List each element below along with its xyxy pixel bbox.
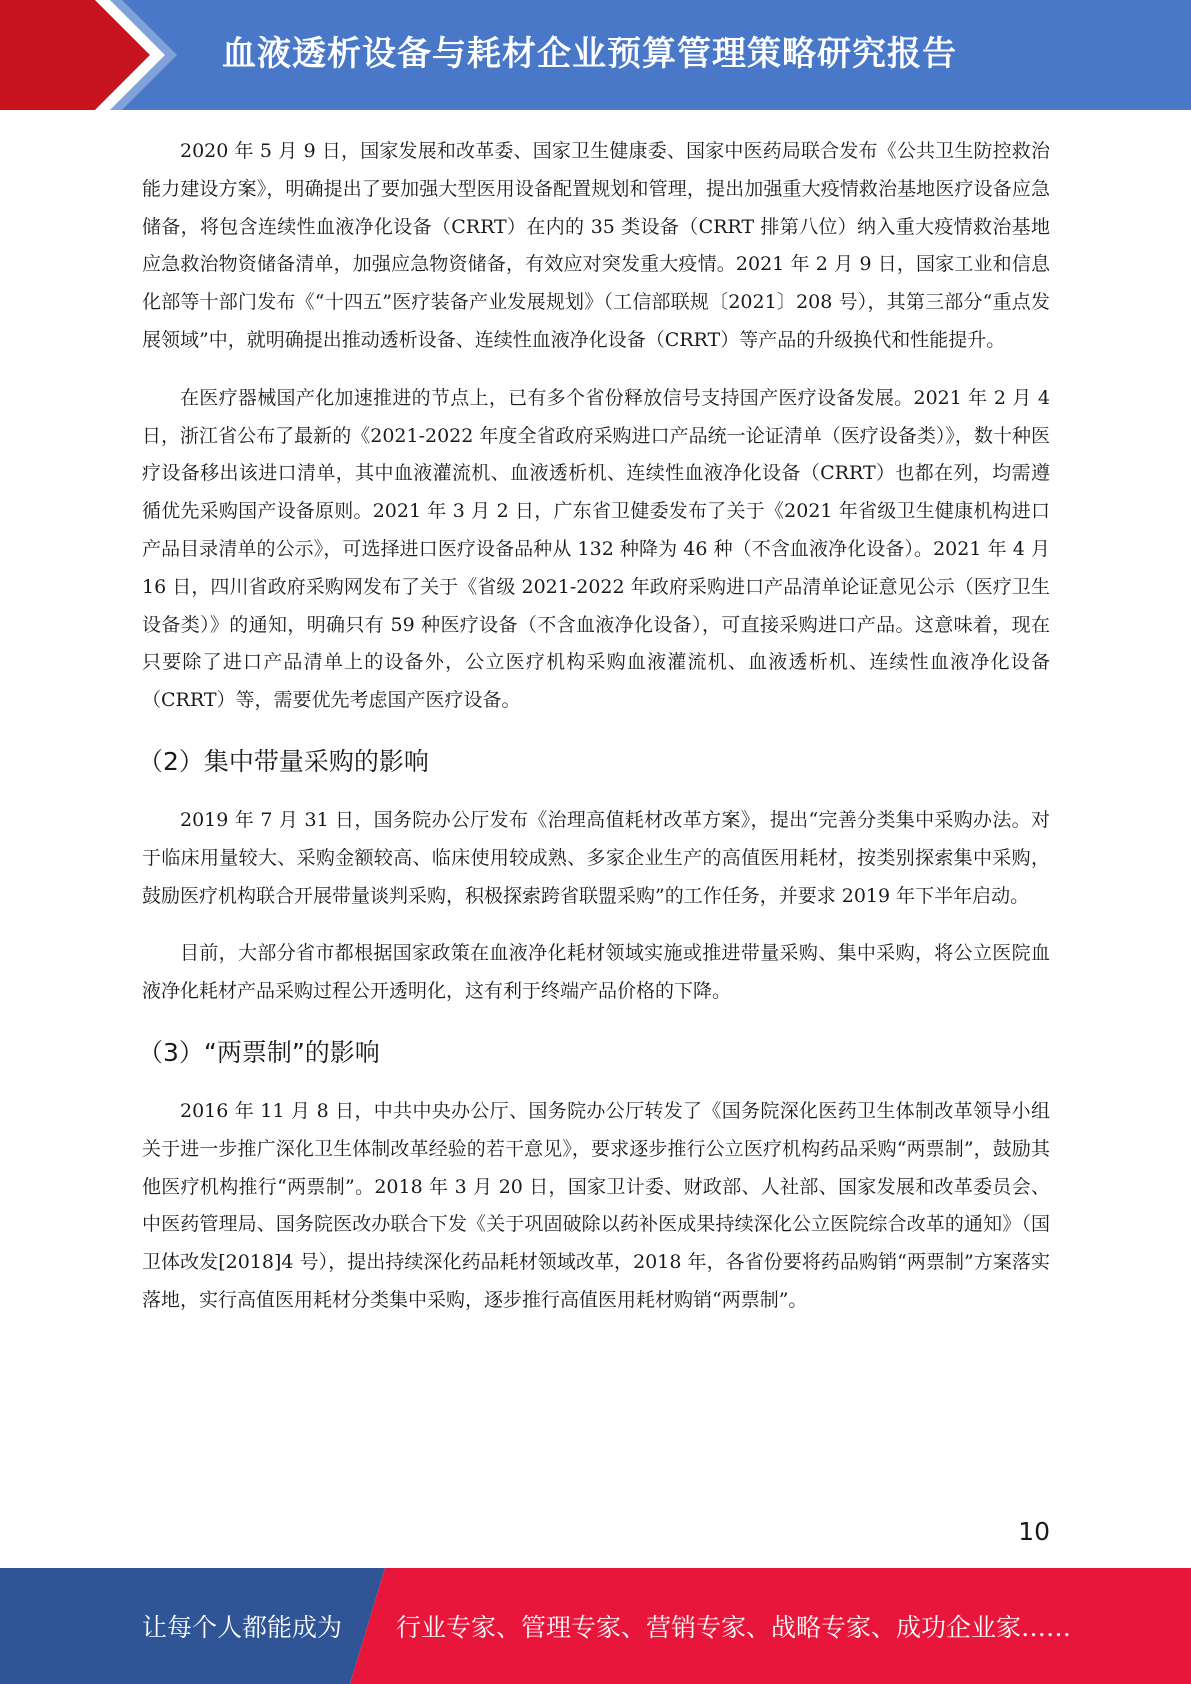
- paragraph-procurement-current: 目前，大部分省市都根据国家政策在血液净化耗材领域实施或推进带量采购、集中采购，将公立医院血液净化耗材产品采购过程公开透明化，这有利于终端产品价格的下降。: [142, 942, 1050, 1003]
- page-footer: [0, 1568, 1191, 1684]
- paragraph-two-invoice: 2016 年 11 月 8 日，中共中央办公厅、国务院办公厅转发了《国务院深化医药卫生体制改革领导小组关于进一步推广深化卫生体制改革经验的若干意见》，要求逐步推行公立医疗机构药品采购“两票制”，鼓励其他医疗机构推行“两票制”。2018 年 3 月 20 日，国家卫计委、财政部、人社部、国家发展和改革委员会、中医药管理局、国务院医改办联合下发《关于巩固破除以药补医成果持续深化公立医院综合改革的通知》（国卫体改发[2018]4 号），提出持续深化药品耗材领域改革，2018 年，各省份要将药品购销“两票制”方案落实落地，实行高值医用耗材分类集中采购，逐步推行高值医用耗材购销“两票制”。: [142, 1099, 1050, 1311]
- page-number: 10: [1018, 1517, 1050, 1546]
- section-heading-volume-procurement: （2）集中带量采购的影响: [138, 746, 429, 776]
- paragraph-policy-2020: 2020 年 5 月 9 日，国家发展和改革委、国家卫生健康委、国家中医药局联合发布《公共卫生防控救治能力建设方案》，明确提出了要加强大型医用设备配置规划和管理，提出加强重大疫情救治基地医疗设备应急储备，将包含连续性血液净化设备（CRRT）在内的 35 类设备（CRRT 排第八位）纳入重大疫情救治基地应急救治物资储备清单，加强应急物资储备，有效应对突发重大疫情。2021 年 2 月 9 日，国家工业和信息化部等十部门发布《“十四五”医疗装备产业发展规划》（工信部联规〔2021〕208 号），其第三部分“重点发展领域”中，就明确提出推动透析设备、连续性血液净化设备（CRRT）等产品的升级换代和性能提升。: [142, 140, 1050, 351]
- page-body: [138, 133, 1050, 1320]
- report-title: 血液透析设备与耗材企业预算管理策略研究报告: [222, 34, 957, 74]
- paragraph-localization: 在医疗器械国产化加速推进的节点上，已有多个省份释放信号支持国产医疗设备发展。2021 年 2 月 4 日，浙江省公布了最新的《2021-2022 年度全省政府采购进口产品统一论证清单（医疗设备类）》，数十种医疗设备移出该进口清单，其中血液灌流机、血液透析机、连续性血液净化设备（CRRT）也都在列，均需遵循优先采购国产设备原则。2021 年 3 月 2 日，广东省卫健委发布了关于《2021 年省级卫生健康机构进口产品目录清单的公示》，可选择进口医疗设备品种从 132 种降为 46 种（不含血液净化设备）。2021 年 4 月 16 日，四川省政府采购网发布了关于《省级 2021-2022 年政府采购进口产品清单论证意见公示（医疗卫生设备类）》的通知，明确只有 59 种医疗设备（不含血液净化设备），可直接采购进口产品。这意味着，现在只要除了进口产品清单上的设备外，公立医疗机构采购血液灌流机、血液透析机、连续性血液净化设备（CRRT）等，需要优先考虑国产医疗设备。: [142, 386, 1050, 712]
- page-header: [0, 0, 1191, 110]
- footer-slogan-left: 让每个人都能成为: [142, 1613, 343, 1642]
- footer-slogan-right: 行业专家、管理专家、营销专家、战略专家、成功企业家……: [396, 1613, 1072, 1642]
- paragraph-procurement-2019: 2019 年 7 月 31 日，国务院办公厅发布《治理高值耗材改革方案》，提出“完善分类集中采购办法。对于临床用量较大、采购金额较高、临床使用较成熟、多家企业生产的高值医用耗材，按类别探索集中采购，鼓励医疗机构联合开展带量谈判采购，积极探索跨省联盟采购”的工作任务，并要求 2019 年下半年启动。: [142, 808, 1050, 907]
- section-heading-two-invoice: （3）“两票制”的影响: [138, 1037, 380, 1067]
